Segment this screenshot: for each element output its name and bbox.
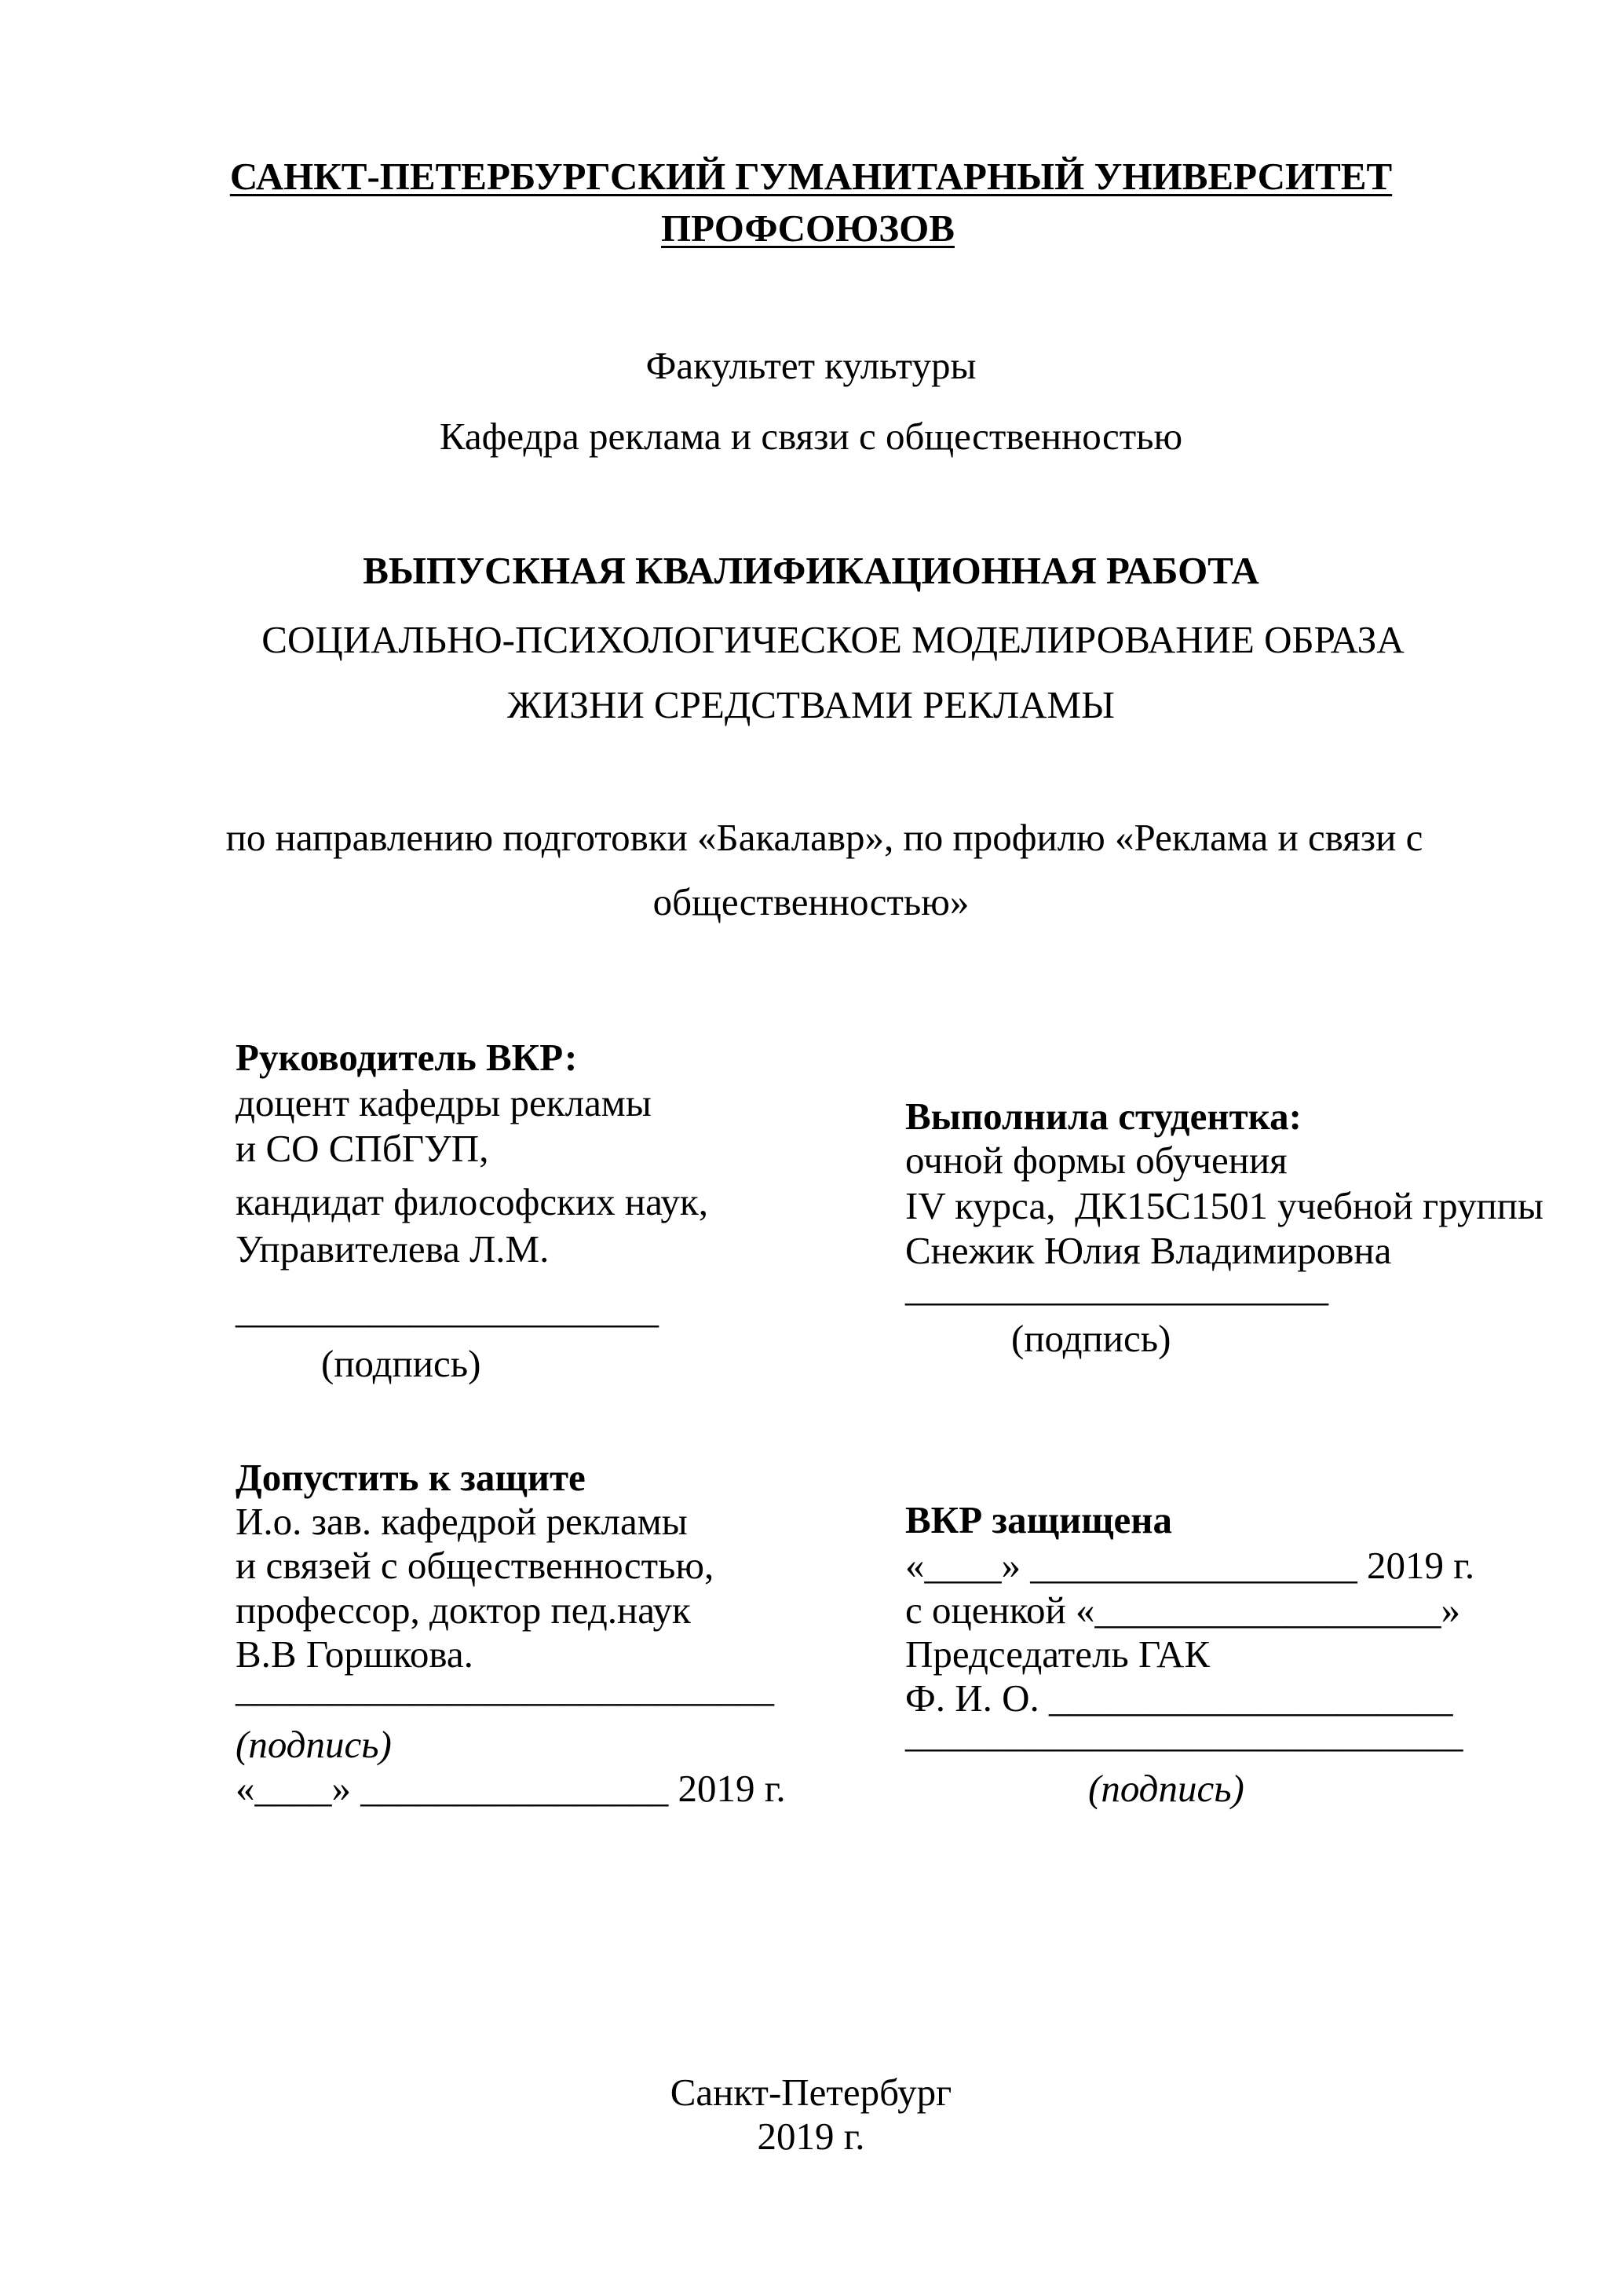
defense-signature-line: _____________________________	[905, 1712, 1463, 1755]
topic-line2: ЖИЗНИ СРЕДСТВАМИ РЕКЛАМЫ	[507, 683, 1115, 726]
topic-line1: СОЦИАЛЬНО-ПСИХОЛОГИЧЕСКОЕ МОДЕЛИРОВАНИЕ ОБРАЗА	[261, 618, 1405, 661]
department: Кафедра реклама и связи с общественностью	[439, 415, 1183, 458]
defense-chair: Председатель ГАК	[905, 1632, 1211, 1676]
admission-line: профессор, доктор пед.наук	[236, 1589, 691, 1632]
direction-line2: общественностью»	[652, 880, 970, 923]
defense-heading: ВКР защищена	[905, 1498, 1173, 1541]
supervisor-line: доцент кафедры рекламы	[236, 1081, 652, 1124]
student-signature-label: (подпись)	[1011, 1317, 1171, 1360]
supervisor-heading: Руководитель ВКР:	[236, 1036, 578, 1079]
admission-line: И.о. зав. кафедрой рекламы	[236, 1500, 688, 1543]
student-signature-line: ______________________	[905, 1266, 1328, 1309]
admission-line: и связей с общественностью,	[236, 1544, 714, 1587]
student-line: Снежик Юлия Владимировна	[905, 1229, 1392, 1272]
admission-line: В.В Горшкова.	[236, 1632, 473, 1676]
work-type: ВЫПУСКНАЯ КВАЛИФИКАЦИОННАЯ РАБОТА	[363, 549, 1259, 592]
student-heading: Выполнила студентка:	[905, 1095, 1302, 1138]
defense-grade-line: с оценкой «__________________»	[905, 1589, 1460, 1632]
footer-year: 2019 г.	[757, 2115, 865, 2158]
supervisor-line: и СО СПбГУП,	[236, 1127, 489, 1170]
defense-date-line: «____» _________________ 2019 г.	[905, 1544, 1475, 1587]
supervisor-line: кандидат философских наук,	[236, 1180, 708, 1223]
defense-signature-label: (подпись)	[1088, 1767, 1244, 1810]
defense-fio-line: Ф. И. О. _____________________	[905, 1676, 1453, 1720]
supervisor-signature-line: ______________________	[236, 1288, 659, 1331]
faculty: Факультет культуры	[645, 344, 977, 387]
university-name-line2: ПРОФСОЮЗОВ	[661, 207, 955, 250]
admission-date-line: «____» ________________ 2019 г.	[236, 1767, 786, 1810]
supervisor-signature-label: (подпись)	[321, 1342, 481, 1385]
supervisor-line: Управителева Л.М.	[236, 1227, 550, 1270]
student-line: IV курса, ДК15С1501 учебной группы	[905, 1184, 1543, 1227]
direction-line1: по направлению подготовки «Бакалавр», по профилю «Реклама и связи с	[225, 816, 1423, 859]
admission-signature-line: ____________________________	[236, 1666, 774, 1709]
footer-city: Санкт-Петербург	[670, 2071, 952, 2114]
student-line: очной формы обучения	[905, 1139, 1288, 1182]
admission-signature-label: (подпись)	[236, 1723, 392, 1766]
admission-heading: Допустить к защите	[236, 1456, 586, 1499]
university-name-line1: САНКТ-ПЕТЕРБУРГСКИЙ ГУМАНИТАРНЫЙ УНИВЕРСИТЕТ	[229, 155, 1393, 198]
